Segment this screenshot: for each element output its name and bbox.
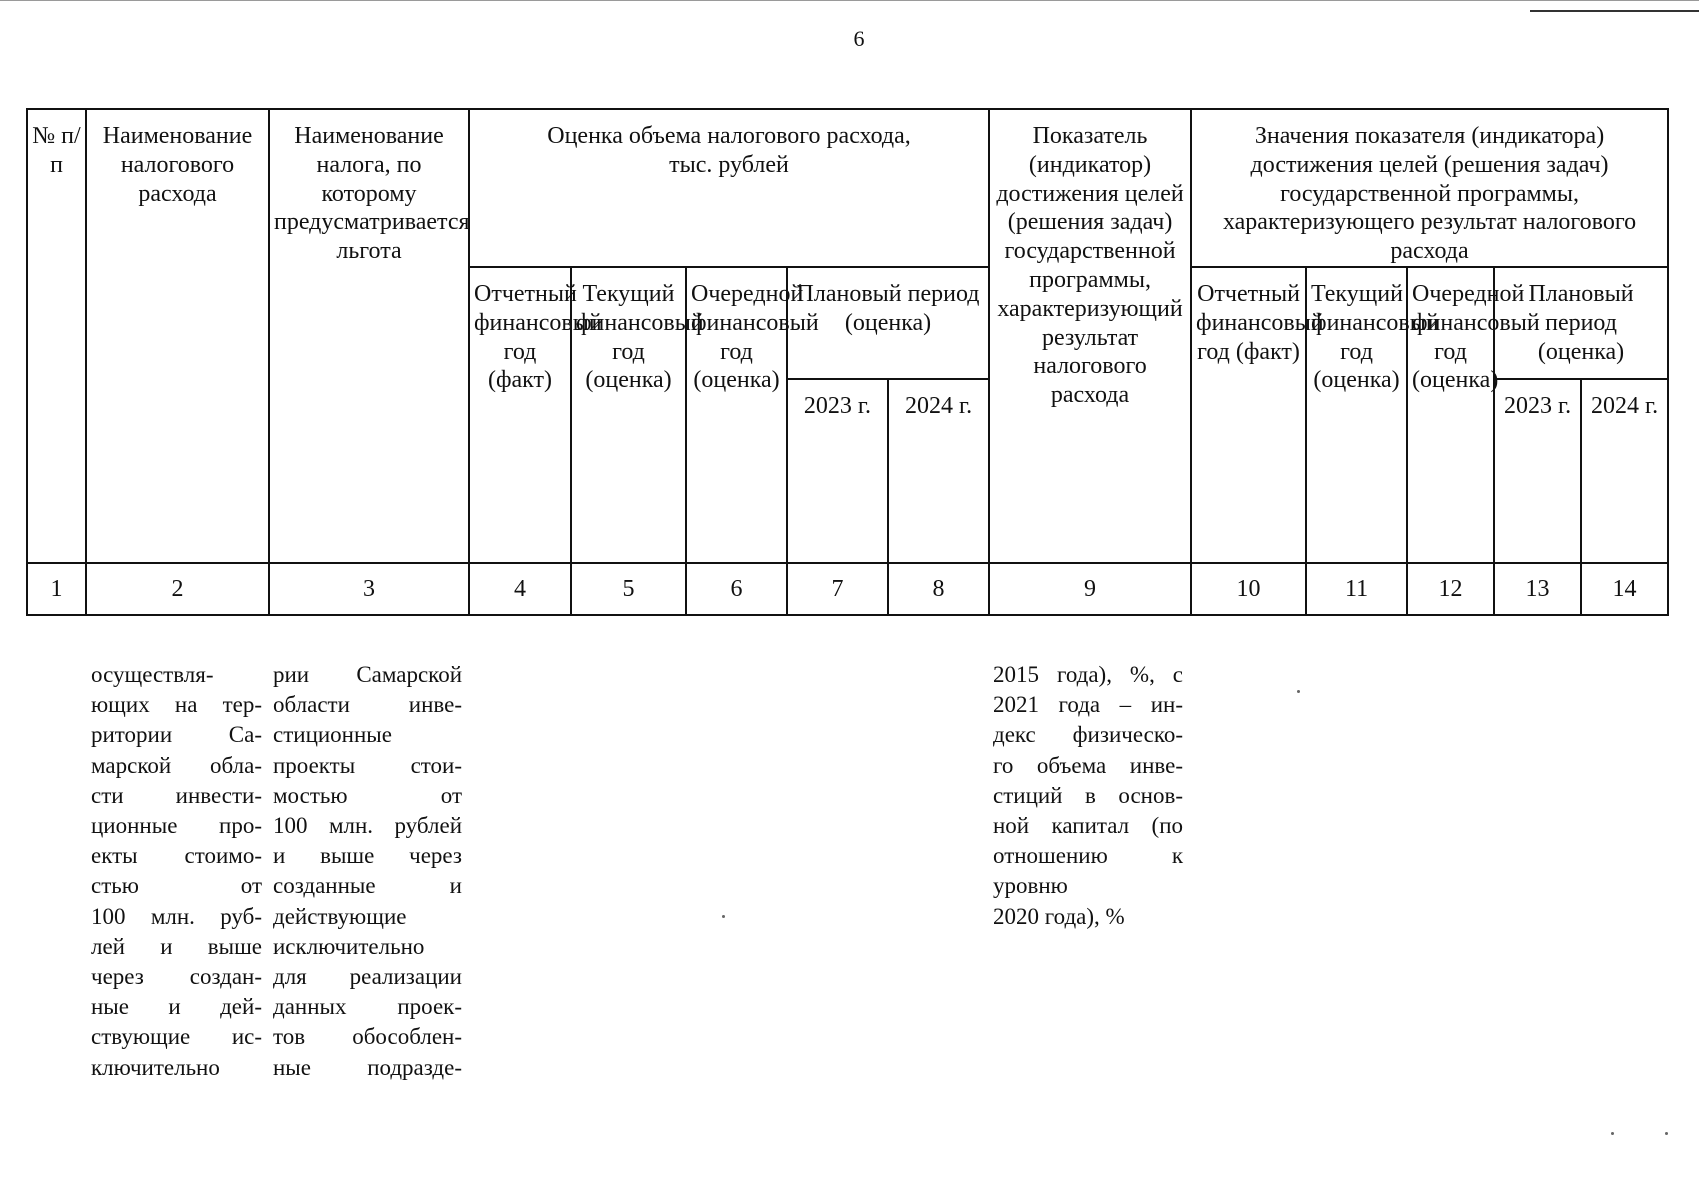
text-line: осуществля-: [91, 662, 214, 687]
text-line: проекты стои-: [273, 752, 462, 778]
scan-speck: [1297, 690, 1300, 693]
text-line: ной капитал (по: [993, 813, 1183, 839]
text-line: ные подразде-: [273, 1054, 462, 1080]
column-number: 5: [571, 563, 686, 615]
header-est-report: Отчетный финансовый год (факт): [469, 267, 571, 563]
text-line: сти инвести-: [91, 782, 262, 808]
scan-speck: [1665, 1132, 1668, 1135]
text-line: ные и дей-: [91, 994, 262, 1020]
text-line: 2015 года), %, с: [993, 662, 1183, 687]
column-number: 13: [1494, 563, 1581, 615]
header-est-current: Текущий финансовый год (оценка): [571, 267, 686, 563]
column-number: 1: [27, 563, 86, 615]
header-estimate-group: Оценка объема налогового расхода, тыс. рублей: [469, 109, 989, 267]
text-line: 2021 года – ин-: [993, 692, 1183, 718]
header-est-2024: 2024 г.: [888, 379, 989, 563]
header-val-plan: Плановый период (оценка): [1494, 267, 1668, 379]
indicator-continuation: [993, 660, 1183, 932]
text-line: ствующие ис-: [91, 1024, 262, 1050]
tax-expense-table: [26, 108, 1669, 616]
text-line: исключительно: [273, 933, 425, 959]
column-number: 6: [686, 563, 787, 615]
text-line: мостью от: [273, 782, 462, 808]
text-line: и выше через: [273, 843, 462, 869]
text-line: екты стоимо-: [91, 843, 262, 869]
header-values-group: Значения показателя (индикатора) достижения целей (решения задач) государственной программы, характеризующего результат налогового расхода: [1191, 109, 1668, 267]
scan-speck: [722, 915, 725, 918]
text-line: через создан-: [91, 964, 262, 990]
header-expense-name: Наименование налогового расхода: [86, 109, 269, 563]
column-number: 12: [1407, 563, 1494, 615]
column-number: 10: [1191, 563, 1306, 615]
text-line: марской обла-: [91, 752, 262, 778]
header-val-2023: 2023 г.: [1494, 379, 1581, 563]
text-line: области инве-: [273, 692, 462, 718]
text-line: созданные и: [273, 873, 462, 899]
text-line: 100 млн. руб-: [91, 903, 262, 929]
header-val-next: Очередной финансовый год (оценка): [1407, 267, 1494, 563]
text-line: ционные про-: [91, 813, 262, 839]
page-number: 6: [853, 26, 865, 51]
text-line: го объема инве-: [993, 752, 1183, 778]
header-tax-name: Наименование налога, по которому предусматривается льгота: [269, 109, 469, 563]
column-number: 3: [269, 563, 469, 615]
corner-line: [1530, 10, 1699, 12]
text-line: данных проек-: [273, 994, 462, 1020]
tax-name-continuation: [273, 660, 462, 1083]
header-val-report: Отчетный финансовый год (факт): [1191, 267, 1306, 563]
text-line: стиционные: [273, 722, 392, 748]
header-indicator: Показатель (индикатор) достижения целей (решения задач) государственной программы, характеризующий результат налогового расхода: [989, 109, 1191, 563]
header-val-current: Текущий финансовый год (оценка): [1306, 267, 1407, 563]
column-number: 2: [86, 563, 269, 615]
column-number: 11: [1306, 563, 1407, 615]
text-line: стью от: [91, 873, 262, 899]
text-line: 100 млн. рублей: [273, 813, 462, 839]
text-line: ритории Са-: [91, 722, 262, 748]
scan-speck: [1611, 1132, 1614, 1135]
text-line: рии Самарской: [273, 662, 462, 687]
top-edge-line: [0, 0, 1699, 1]
header-est-2023: 2023 г.: [787, 379, 888, 563]
text-line: тов обособлен-: [273, 1024, 462, 1050]
header-est-next: Очередной финансовый год (оценка): [686, 267, 787, 563]
text-line: ющих на тер-: [91, 692, 262, 718]
header-val-2024: 2024 г.: [1581, 379, 1668, 563]
column-number: 4: [469, 563, 571, 615]
text-line: для реализации: [273, 964, 462, 990]
text-line: уровню: [993, 873, 1068, 899]
text-line: декс физическо-: [993, 722, 1183, 748]
header-num: № п/п: [27, 109, 86, 563]
column-number: 9: [989, 563, 1191, 615]
header-est-plan: Плановый период (оценка): [787, 267, 989, 379]
text-line: стиций в основ-: [993, 782, 1183, 808]
column-number: 14: [1581, 563, 1668, 615]
column-number-row: [27, 563, 1668, 615]
text-line: действующие: [273, 903, 407, 929]
text-line: 2020 года), %: [993, 903, 1125, 929]
text-line: ключительно: [91, 1054, 220, 1080]
text-line: отношению к: [993, 843, 1183, 869]
column-number: 8: [888, 563, 989, 615]
text-line: лей и выше: [91, 933, 262, 959]
column-number: 7: [787, 563, 888, 615]
expense-name-continuation: [91, 660, 262, 1083]
